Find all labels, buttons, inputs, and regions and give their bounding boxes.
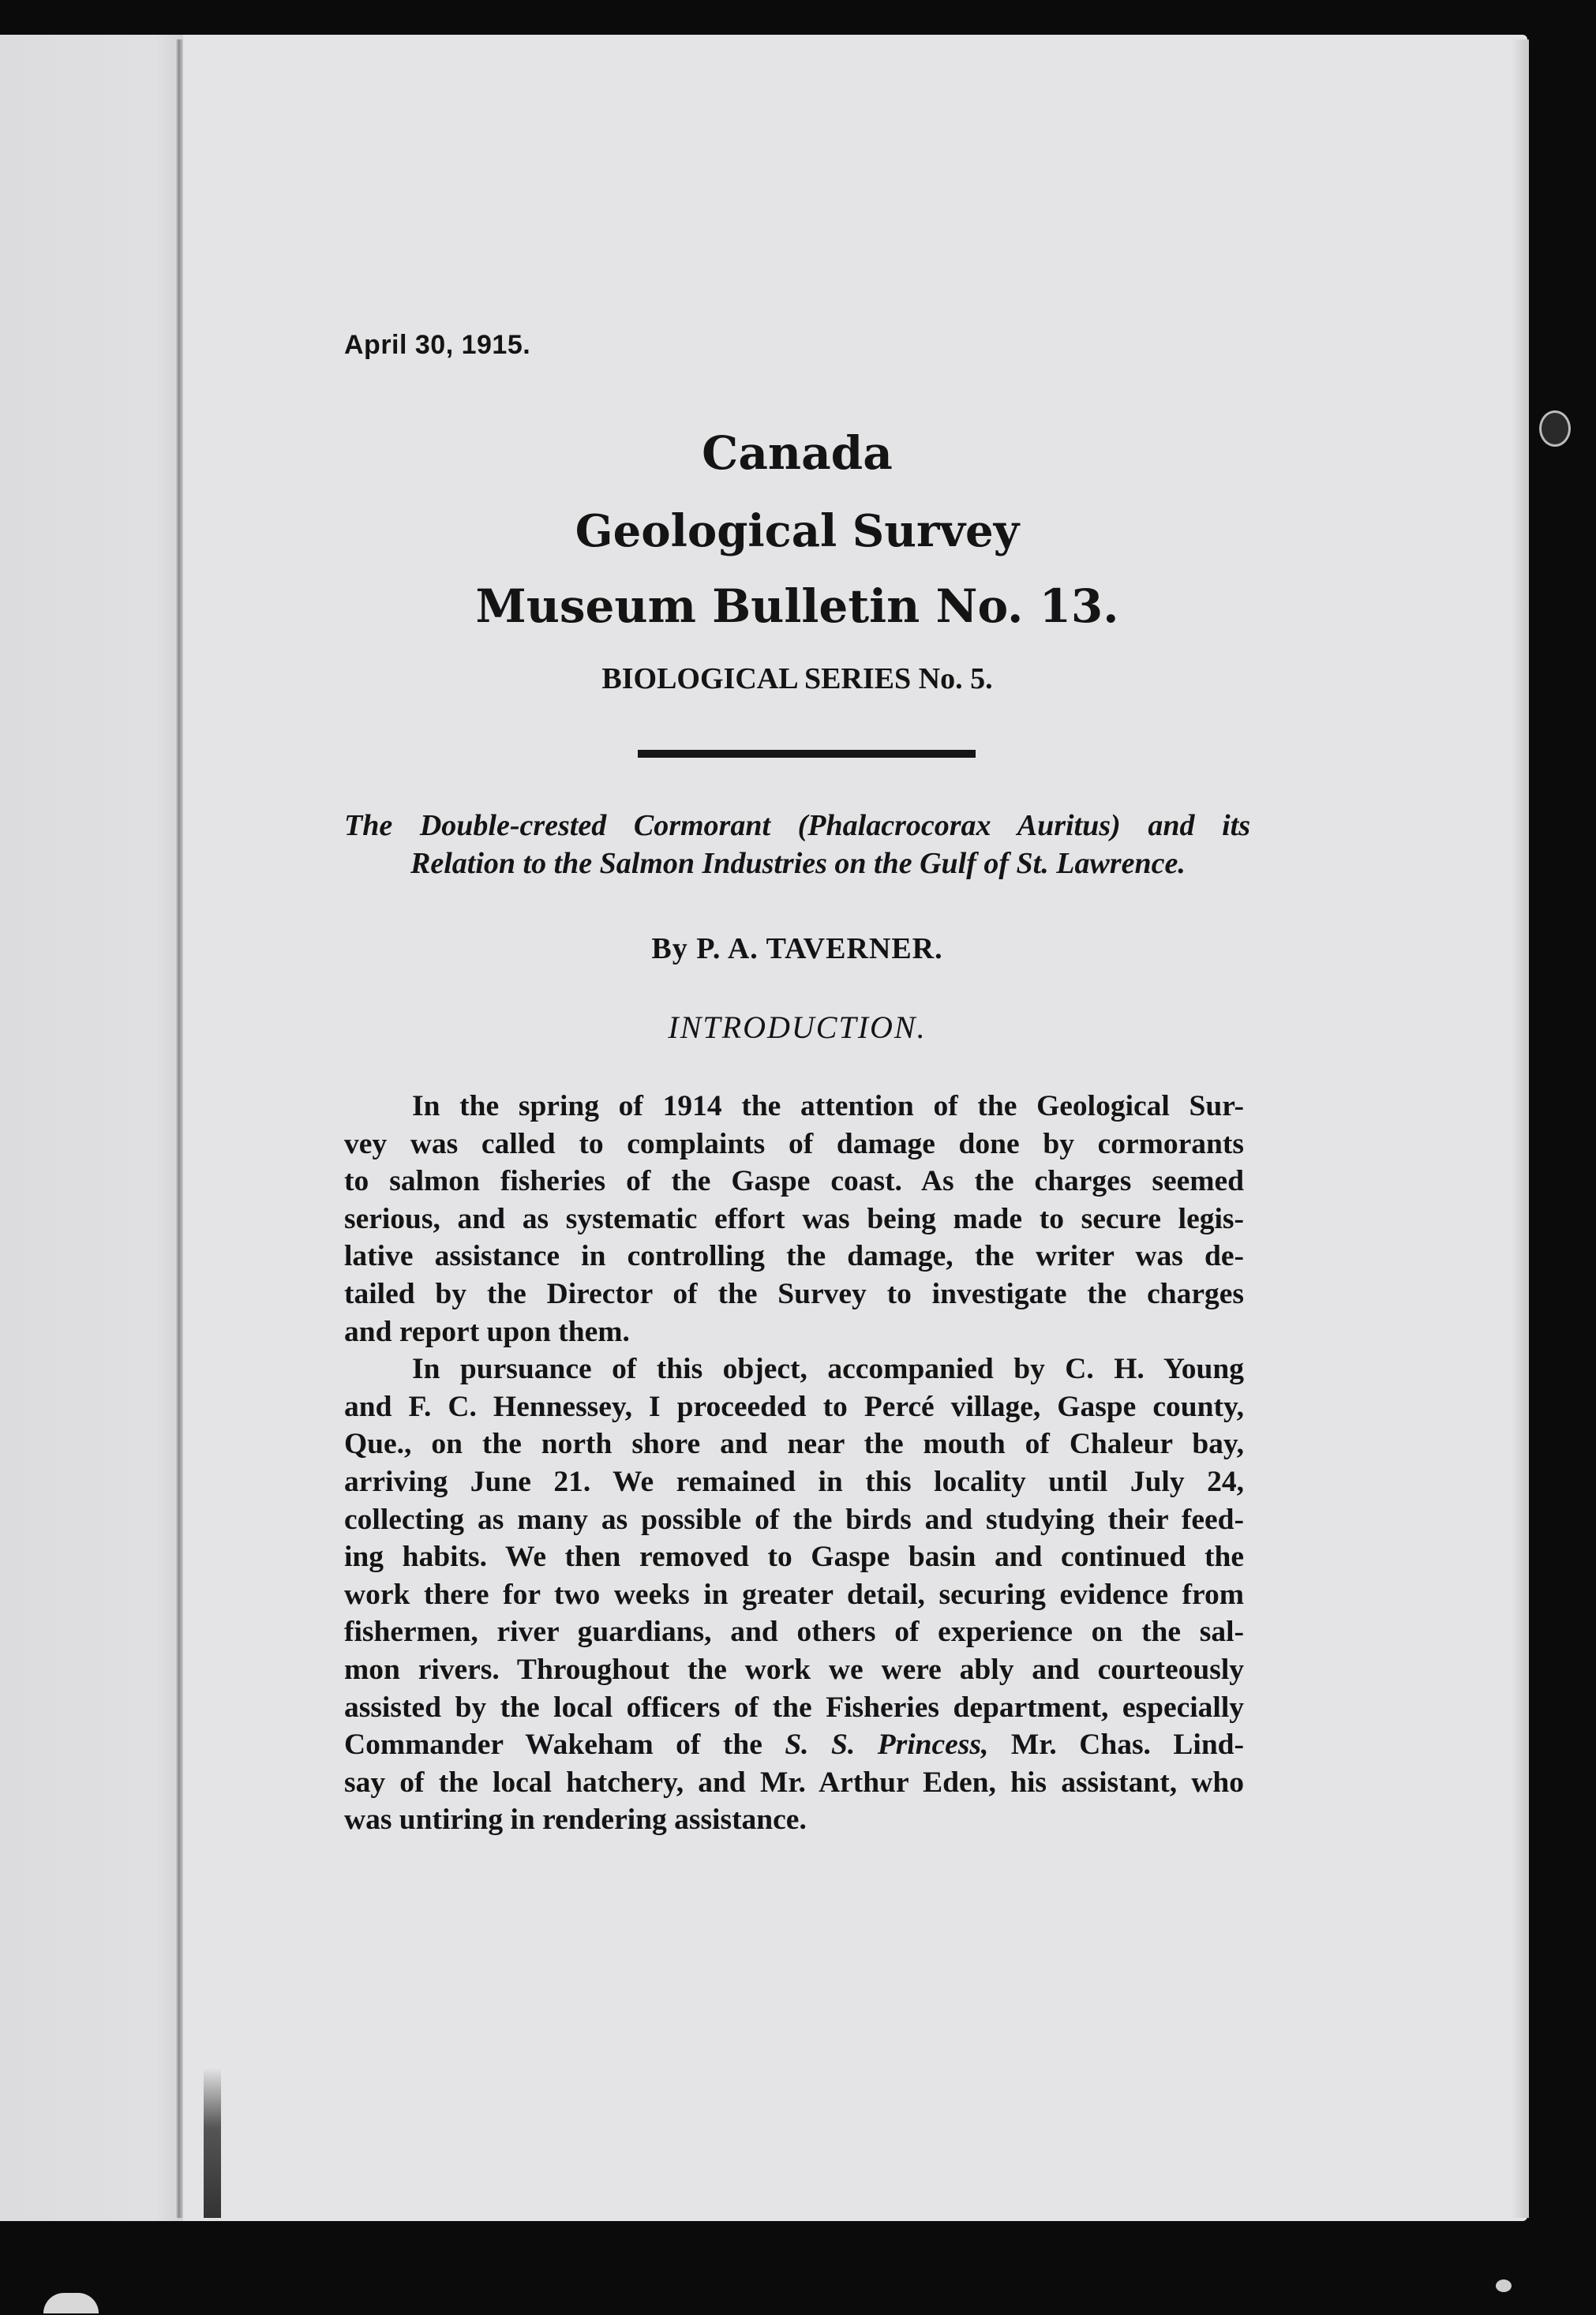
article-title	[344, 807, 1250, 882]
text-line: tailed by the Director of the Survey to investigate the charges	[344, 1277, 1244, 1310]
heading-survey: Geological Survey	[575, 505, 1020, 557]
text-line: In the spring of 1914 the attention of the Geological Sur-	[412, 1090, 1244, 1122]
text-segment: Mr. Chas. Lind-	[1010, 1729, 1245, 1762]
text-line: mon rivers. Throughout the work we were ably and courteously	[344, 1653, 1244, 1686]
text-line: was untiring in rendering assistance.	[344, 1804, 807, 1837]
text-line: work there for two weeks in greater detail, securing evidence from	[344, 1578, 1244, 1611]
text-line: arriving June 21. We remained in this locality until July 24,	[344, 1465, 1244, 1498]
text-line: In pursuance of this object, accompanied by C. H. Young	[412, 1353, 1244, 1386]
ship-name: S. S. Princess,	[785, 1729, 989, 1762]
body-text	[344, 1088, 1244, 1839]
dateline: April 30, 1915.	[344, 330, 531, 360]
text-line: and F. C. Hennessey, I proceeded to Percé village, Gaspe county,	[344, 1390, 1244, 1423]
text-line: collecting as many as possible of the birds and studying their feed-	[344, 1503, 1244, 1536]
text-line: and report upon them.	[344, 1315, 630, 1348]
heading-country: Canada	[702, 426, 893, 480]
text-line: ing habits. We then removed to Gaspe basin and continued the	[344, 1541, 1244, 1574]
text-line: vey was called to complaints of damage done by cormorants	[344, 1127, 1244, 1160]
text-line: to salmon fisheries of the Gaspe coast. As the charges seemed	[344, 1165, 1244, 1198]
text-line: serious, and as systematic effort was being made to secure legis-	[344, 1202, 1244, 1235]
text-line: lative assistance in controlling the damage, the writer was de-	[344, 1240, 1244, 1273]
article-title-line: The Double-crested Cormorant (Phalacrocorax Auritus) and its	[344, 809, 1250, 842]
text-line: assisted by the local officers of the Fisheries department, especially	[344, 1691, 1244, 1724]
text-line: fishermen, river guardians, and others of experience on the sal-	[344, 1616, 1244, 1649]
article-title-line: Relation to the Salmon Industries on the Gulf of St. Lawrence.	[410, 847, 1186, 880]
section-heading: INTRODUCTION.	[668, 1010, 927, 1045]
text-line	[344, 1726, 1244, 1764]
heading-bulletin: Museum Bulletin No. 13.	[475, 579, 1119, 633]
heading-series: BIOLOGICAL SERIES No. 5.	[601, 662, 993, 695]
text-line: say of the local hatchery, and Mr. Arthur Eden, his assistant, who	[344, 1766, 1244, 1799]
text-line: Que., on the north shore and near the mouth of Chaleur bay,	[344, 1428, 1244, 1461]
text-segment: Commander Wakeham of the	[344, 1729, 762, 1762]
heading-divider	[638, 750, 976, 758]
author-byline: By P. A. TAVERNER.	[651, 932, 943, 965]
